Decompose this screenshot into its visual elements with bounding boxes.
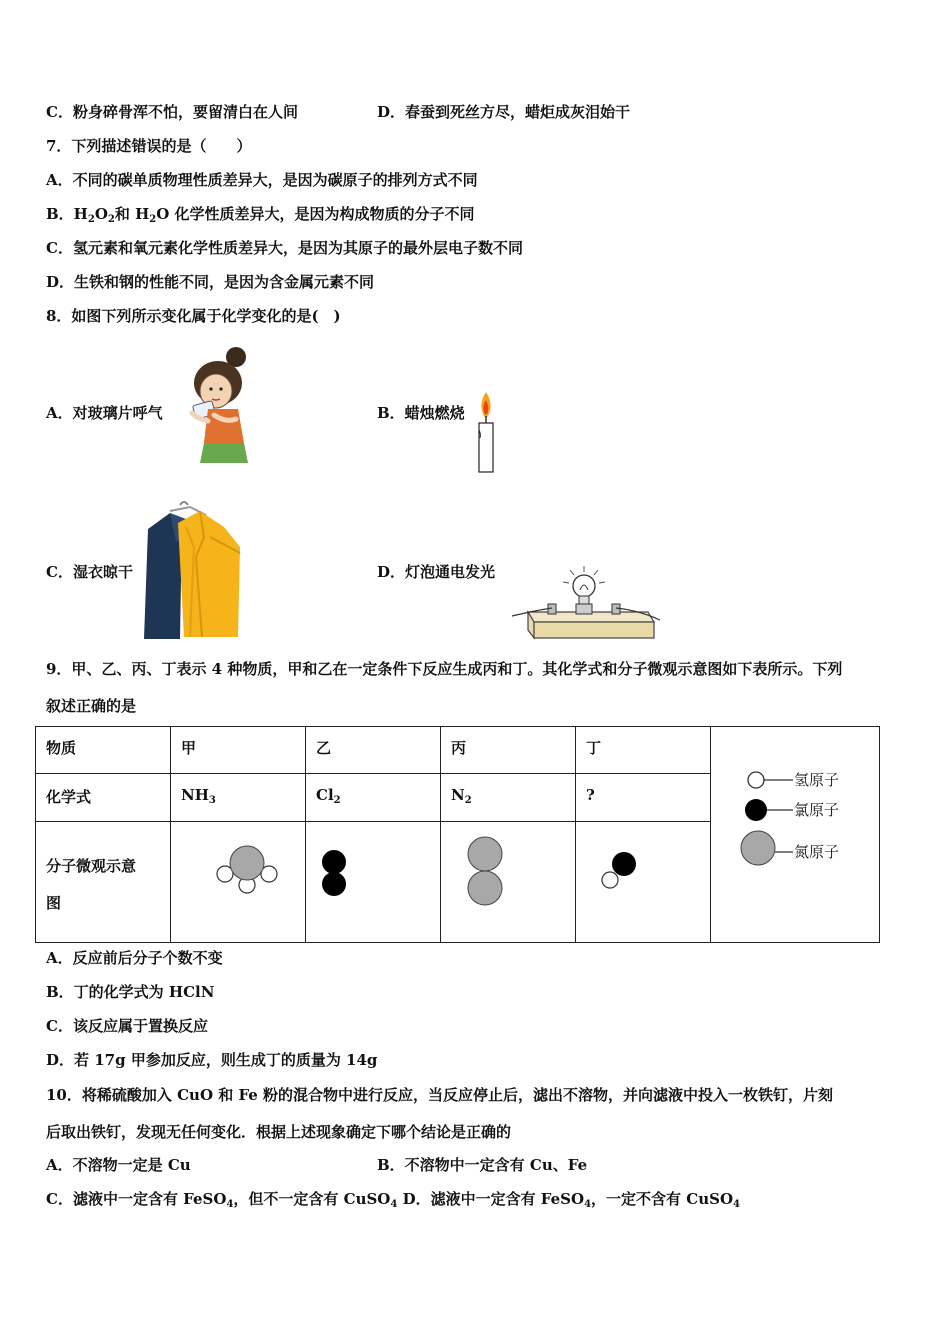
table-header-jia: 甲 [171, 727, 306, 774]
girl-breathing-illustration [178, 343, 258, 465]
table-header-bing: 丙 [441, 727, 576, 774]
q9-option-b: B．丁的化学式为 HClN [46, 983, 215, 1001]
table-row-diagram-label: 分子微观示意 图 [36, 822, 171, 943]
clothes-drying-illustration [140, 497, 244, 643]
q7-option-a: A．不同的碳单质物理性质差异大，是因为碳原子的排列方式不同 [46, 171, 478, 189]
table-header-yi: 乙 [306, 727, 441, 774]
atom-legend-symbols [711, 727, 899, 941]
legend-hydrogen-label: 氢原子 [794, 771, 840, 789]
table-header-substance: 物质 [36, 727, 171, 774]
formula-cl2: $Cl_2$ [306, 774, 441, 822]
nh3-molecule-diagram [171, 822, 306, 943]
q10-option-a: A．不溶物一定是 Cu [46, 1156, 191, 1174]
q9-stem-line2: 叙述正确的是 [46, 697, 137, 715]
q10-option-c: C．滤液中一定含有 FeSO$_4$，但不一定含有 CuSO$_4$ [46, 1190, 398, 1210]
q9-option-d: D．若 17g 甲参加反应，则生成丁的质量为 14g [46, 1051, 378, 1069]
q10-option-b: B．不溶物中一定含有 Cu、Fe [377, 1156, 588, 1174]
legend-chlorine-label: 氯原子 [794, 801, 840, 819]
q9-option-c: C．该反应属于置换反应 [46, 1017, 208, 1035]
q7-option-d: D．生铁和钢的性能不同，是因为含金属元素不同 [46, 273, 375, 291]
q9-stem-line1: 9．甲、乙、丙、丁表示 4 种物质，甲和乙在一定条件下反应生成丙和丁。其化学式和分子微观示意图如下表所示。下列 [46, 660, 843, 678]
atom-legend [711, 727, 880, 943]
cl2-molecule-diagram [306, 822, 441, 943]
q8-option-b: B．蜡烛燃烧 [377, 404, 465, 422]
chlorine-atom-icon [745, 799, 767, 821]
nitrogen-atom-icon [741, 831, 775, 865]
q10-options-c-d [46, 1189, 740, 1209]
table-row-formula-label: 化学式 [36, 774, 171, 822]
q7-option-b: B．$H_2O_2$和 $H_2O$ 化学性质差异大，是因为构成物质的分子不同 [46, 205, 475, 225]
burning-candle-illustration [470, 390, 502, 476]
q10-stem-line1: 10．将稀硫酸加入 CuO 和 Fe 粉的混合物中进行反应，当反应停止后，滤出不溶物，并向滤液中投入一枚铁钉，片刻 [46, 1086, 834, 1104]
formula-unknown: ? [576, 774, 711, 822]
q8-option-a: A．对玻璃片呼气 [46, 404, 163, 422]
q6-option-d: D．春蚕到死丝方尽，蜡炬成灰泪始干 [377, 103, 631, 121]
q10-stem-line2: 后取出铁钉，发现无任何变化．根据上述现象确定下哪个结论是正确的 [46, 1123, 512, 1141]
n2-molecule-diagram [441, 822, 576, 943]
unknown-molecule-diagram [576, 822, 711, 943]
hydrogen-atom-icon [748, 772, 764, 788]
legend-nitrogen-label: 氮原子 [794, 843, 840, 861]
q7-option-c: C．氢元素和氧元素化学性质差异大，是因为其原子的最外层电子数不同 [46, 239, 523, 257]
q10-option-d: D．滤液中一定含有 FeSO$_4$，一定不含有 CuSO$_4$ [397, 1190, 740, 1210]
formula-nh3: $NH_3$ [171, 774, 306, 822]
q9-option-a: A．反应前后分子个数不变 [46, 949, 223, 967]
q8-stem: 8．如图下列所示变化属于化学变化的是( ) [46, 307, 341, 325]
table-header-ding: 丁 [576, 727, 711, 774]
formula-n2: $N_2$ [441, 774, 576, 822]
q9-data-table [35, 726, 880, 943]
q7-stem: 7．下列描述错误的是（ ） [46, 137, 252, 155]
q6-option-c: C．粉身碎骨浑不怕，要留清白在人间 [46, 103, 298, 121]
q8-option-d: D．灯泡通电发光 [377, 563, 496, 581]
light-bulb-circuit-illustration [508, 564, 664, 644]
q8-option-c: C．湿衣晾干 [46, 563, 133, 581]
